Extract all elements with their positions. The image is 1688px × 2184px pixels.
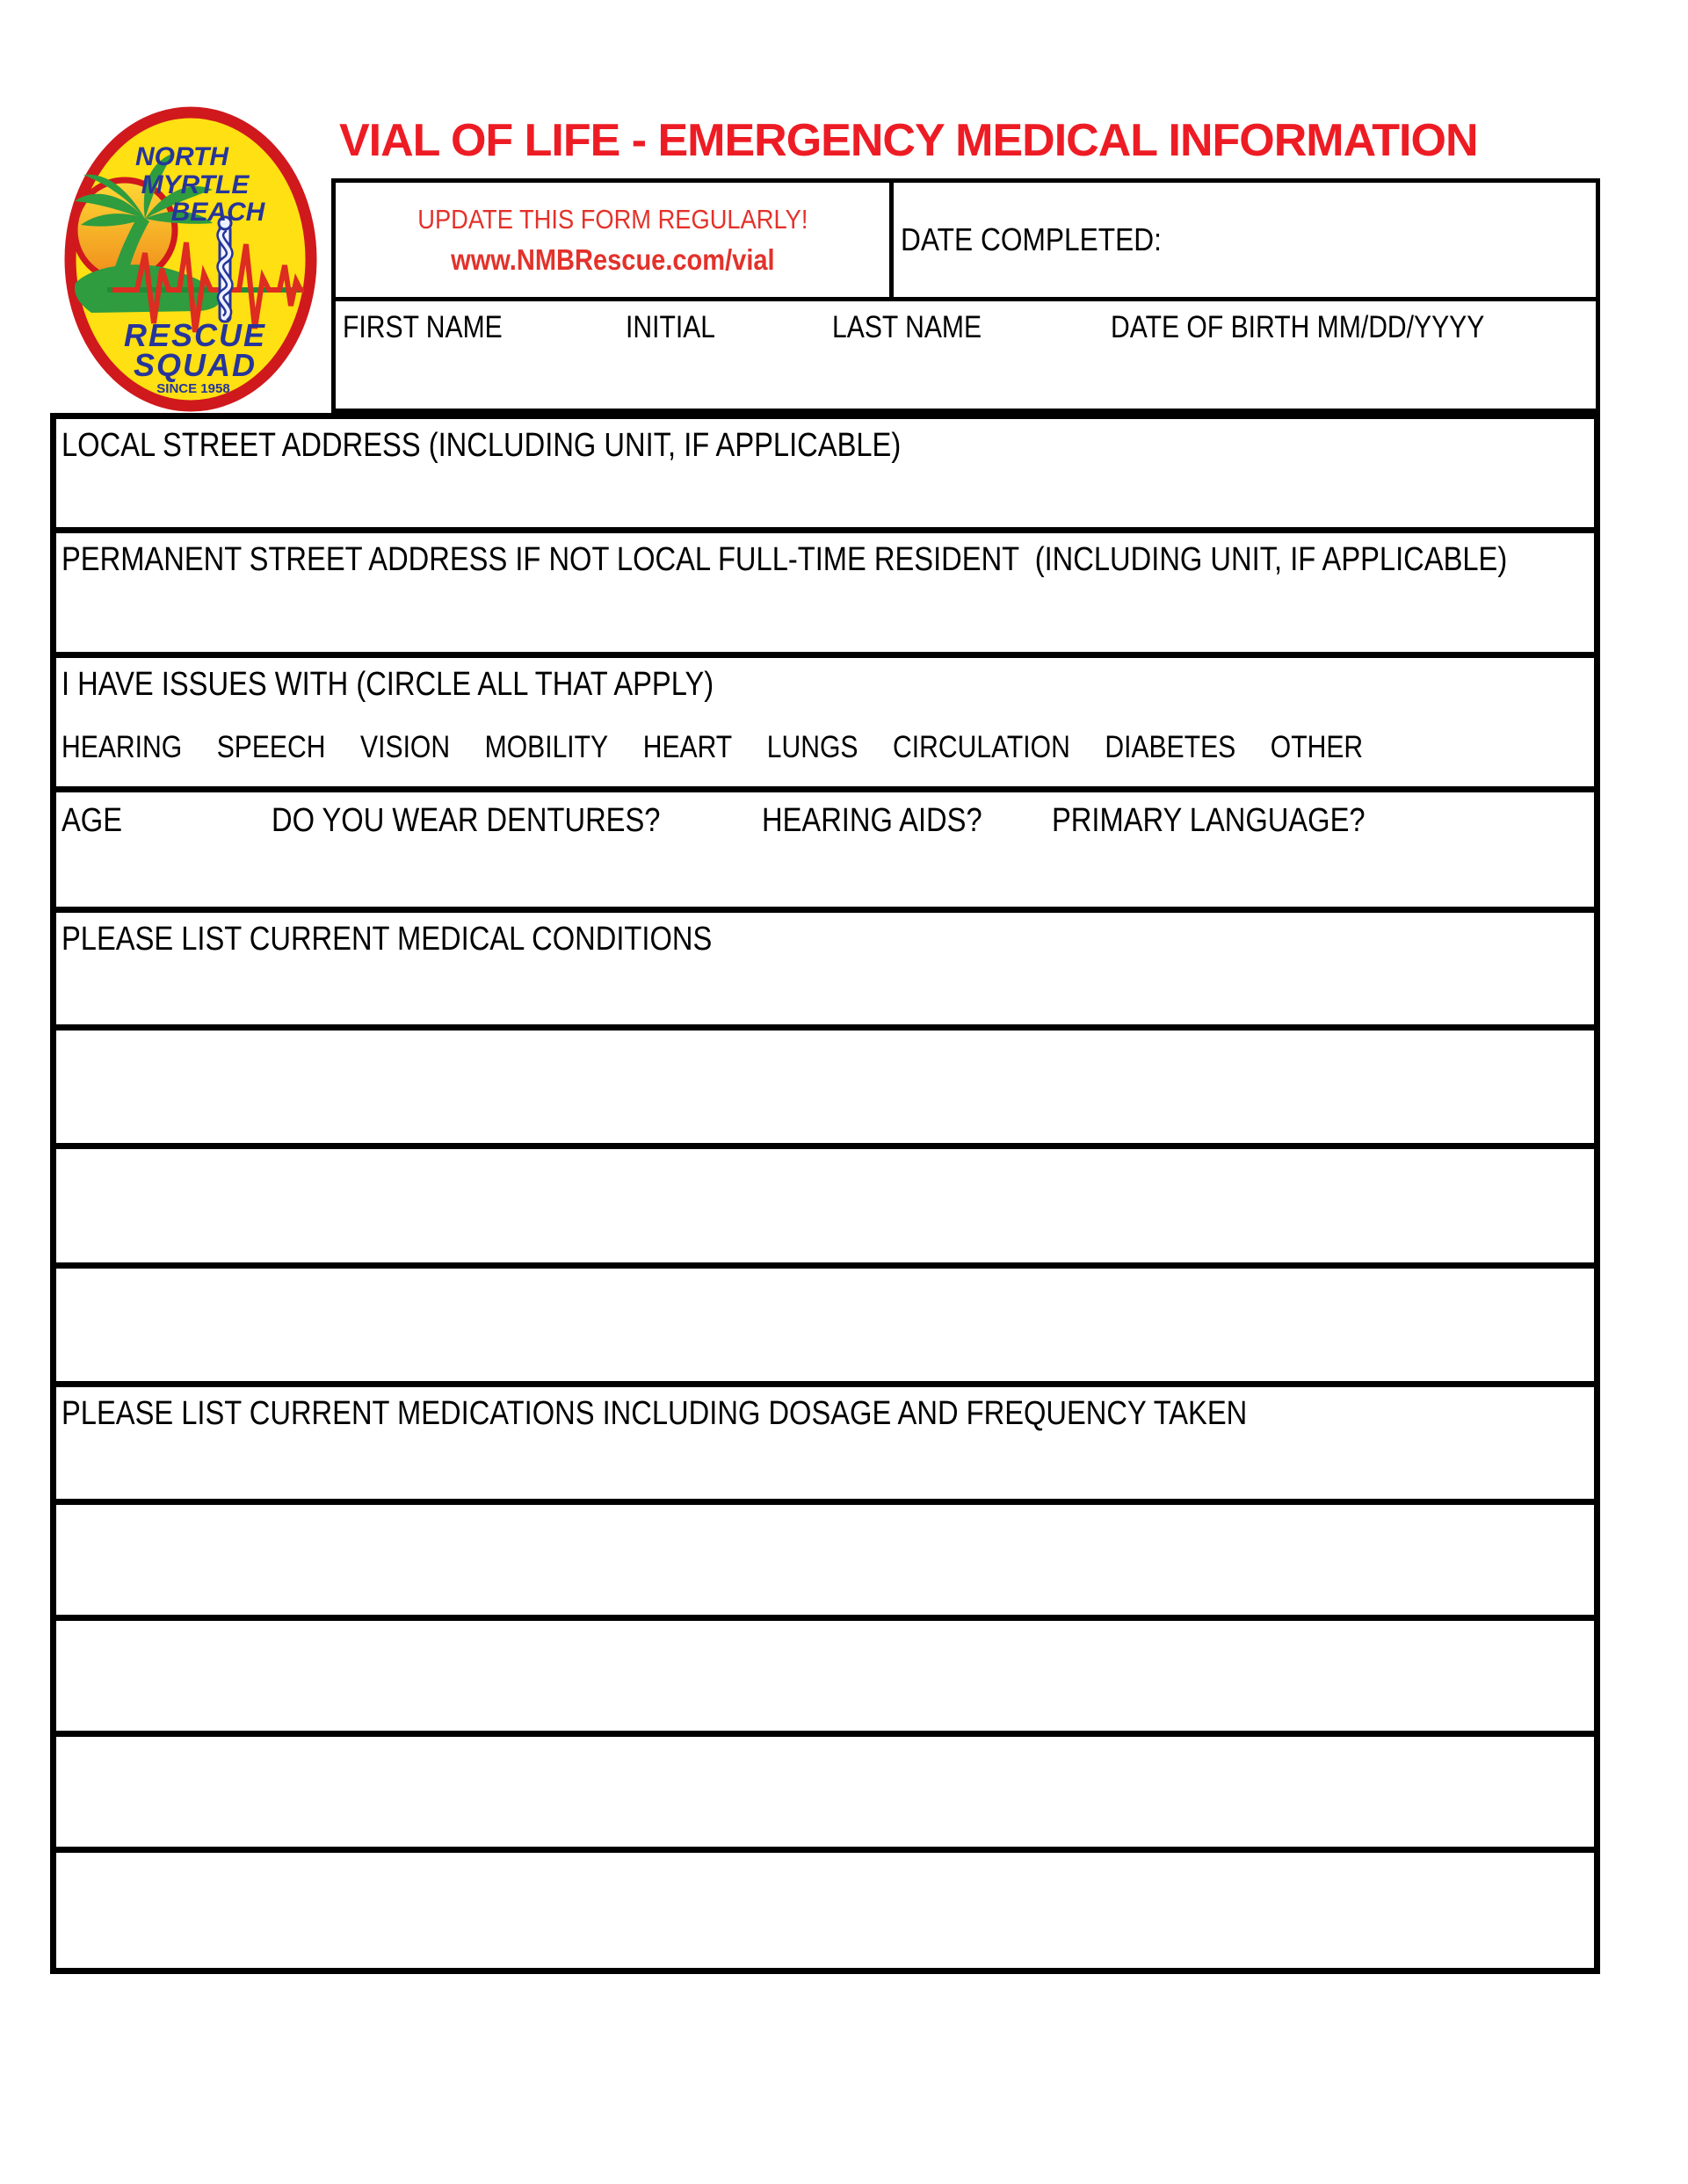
issue-option[interactable]: DIABETES [1105,730,1236,764]
age-label: AGE [62,802,123,839]
name-field-label: FIRST NAME [343,310,503,344]
nmb-rescue-squad-logo [62,102,320,413]
local-address-row[interactable] [56,419,1594,533]
conditions-header-row[interactable] [56,913,1594,1031]
issues-label: I HAVE ISSUES WITH (CIRCLE ALL THAT APPLY) [62,666,714,703]
issues-row[interactable] [56,658,1594,792]
medications-entry-row-3[interactable] [56,1737,1594,1853]
update-notice-cell [336,183,894,297]
hearing-aids-label: HEARING AIDS? [762,802,982,839]
form-table [50,413,1600,1974]
conditions-label: PLEASE LIST CURRENT MEDICAL CONDITIONS [62,921,713,958]
rod-of-asclepius-icon [219,217,231,322]
logo-text-beach: BEACH [170,198,265,227]
logo-text-myrtle: MYRTLE [141,170,250,199]
issue-option[interactable]: CIRCULATION [893,730,1070,764]
issue-option[interactable]: MOBILITY [484,730,609,764]
name-field-label: DATE OF BIRTH MM/DD/YYYY [1111,310,1485,344]
name-field-label: INITIAL [626,310,716,344]
header-boxes [331,178,1600,301]
logo-text-north: NORTH [134,142,229,171]
logo-text-since: SINCE 1958 [156,381,230,396]
primary-language-label: PRIMARY LANGUAGE? [1052,802,1366,839]
conditions-entry-row-3[interactable] [56,1269,1594,1387]
issue-option[interactable]: OTHER [1270,730,1364,764]
age-row[interactable] [56,792,1594,913]
logo-text-rescue: RESCUE [123,317,267,353]
permanent-address-label: PERMANENT STREET ADDRESS IF NOT LOCAL FULL-TIME RESIDENT (INCLUDING UNIT, IF APPLICABLE) [62,541,1508,578]
date-completed-label: DATE COMPLETED: [901,221,1162,257]
conditions-entry-row-1[interactable] [56,1031,1594,1149]
issue-option[interactable]: HEART [642,730,733,764]
issues-options [62,730,1380,765]
date-completed-field[interactable] [894,183,1596,297]
update-notice-text: UPDATE THIS FORM REGULARLY! [417,203,808,235]
medications-entry-row-1[interactable] [56,1505,1594,1621]
vial-url-link[interactable]: www.NMBRescue.com/vial [450,242,775,276]
local-address-label: LOCAL STREET ADDRESS (INCLUDING UNIT, IF APPLICABLE) [62,427,902,464]
logo-text-squad: SQUAD [133,347,257,383]
name-field-label: LAST NAME [832,310,982,344]
permanent-address-row[interactable] [56,533,1594,658]
conditions-entry-row-2[interactable] [56,1149,1594,1269]
page-title: VIAL OF LIFE - EMERGENCY MEDICAL INFORMATION [339,115,1478,166]
name-fields-row[interactable] [331,301,1600,413]
medications-entry-row-4[interactable] [56,1853,1594,1968]
dentures-label: DO YOU WEAR DENTURES? [272,802,661,839]
medications-header-row[interactable] [56,1387,1594,1505]
issue-option[interactable]: HEARING [62,730,183,764]
issue-option[interactable]: SPEECH [216,730,326,764]
medications-entry-row-2[interactable] [56,1621,1594,1737]
medications-label: PLEASE LIST CURRENT MEDICATIONS INCLUDING DOSAGE AND FREQUENCY TAKEN [62,1395,1248,1432]
issue-option[interactable]: LUNGS [766,730,858,764]
issue-option[interactable]: VISION [360,730,451,764]
